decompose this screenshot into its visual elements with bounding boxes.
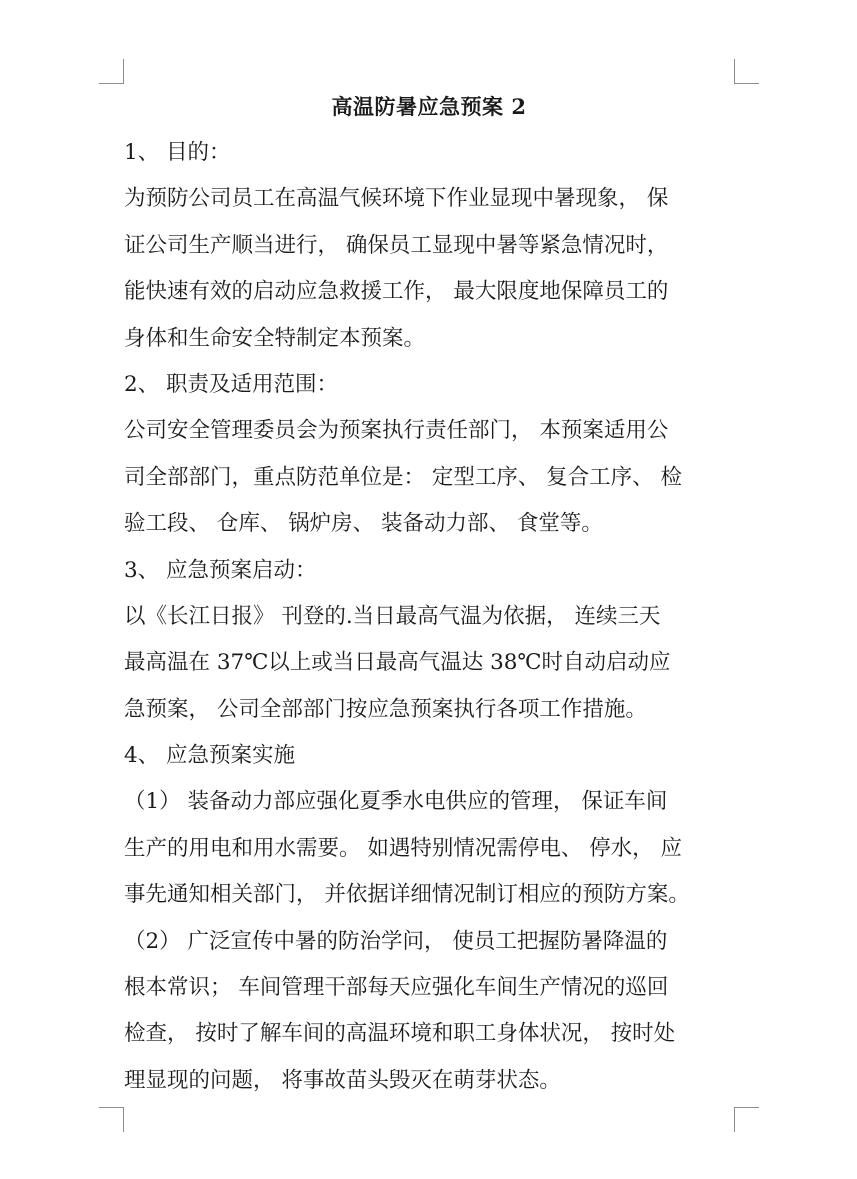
document-body	[124, 84, 734, 1104]
body-line: 事先通知相关部门， 并依据详细情况制订相应的预防方案。	[124, 882, 690, 908]
body-line: 最高温在 37℃以上或当日最高气温达 38℃时自动启动应	[124, 650, 671, 676]
body-line: 证公司生产顺当进行， 确保员工显现中暑等紧急情况时，	[124, 232, 669, 258]
document-title: 高温防暑应急预案 2	[331, 94, 527, 119]
body-line: 身体和生命安全特制定本预案。	[124, 325, 426, 351]
section-heading: 1、 目的：	[124, 140, 231, 165]
crop-mark-top-left	[99, 59, 124, 84]
body-line: 验工段、 仓库、 锅炉房、 装备动力部、 食堂等。	[124, 511, 603, 537]
body-line: 急预案， 公司全部部门按应急预案执行各项工作措施。	[124, 696, 647, 722]
body-line: （1） 装备动力部应强化夏季水电供应的管理， 保证车间	[124, 789, 668, 815]
body-line: 能快速有效的启动应急救援工作， 最大限度地保障员工的	[124, 279, 669, 305]
body-line: 为预防公司员工在高温气候环境下作业显现中暑现象， 保	[124, 186, 669, 212]
section-heading: 4、 应急预案实施	[124, 743, 296, 769]
body-line: 检查， 按时了解车间的高温环境和职工身体状况， 按时处	[124, 1021, 676, 1047]
body-line: 生产的用电和用水需要。 如遇特别情况需停电、 停水， 应	[124, 835, 683, 861]
body-line: 公司安全管理委员会为预案执行责任部门， 本预案适用公	[124, 418, 669, 444]
crop-mark-bottom-left	[99, 1107, 124, 1132]
crop-mark-top-right	[734, 59, 759, 84]
body-line: 理显现的问题， 将事故苗头毁灭在萌芽状态。	[124, 1067, 561, 1093]
section-heading: 3、 应急预案启动：	[124, 557, 317, 583]
body-line: （2） 广泛宣传中暑的防治学问， 使员工把握防暑降温的	[124, 928, 668, 954]
body-line: 司全部部门，重点防范单位是： 定型工序、 复合工序、 检	[124, 464, 683, 490]
section-heading: 2、 职责及适用范围：	[124, 371, 339, 397]
body-line: 根本常识； 车间管理干部每天应强化车间生产情况的巡回	[124, 975, 669, 1001]
body-line: 以《长江日报》 刊登的.当日最高气温为依据， 连续三天	[124, 603, 661, 629]
crop-mark-bottom-right	[734, 1107, 759, 1132]
